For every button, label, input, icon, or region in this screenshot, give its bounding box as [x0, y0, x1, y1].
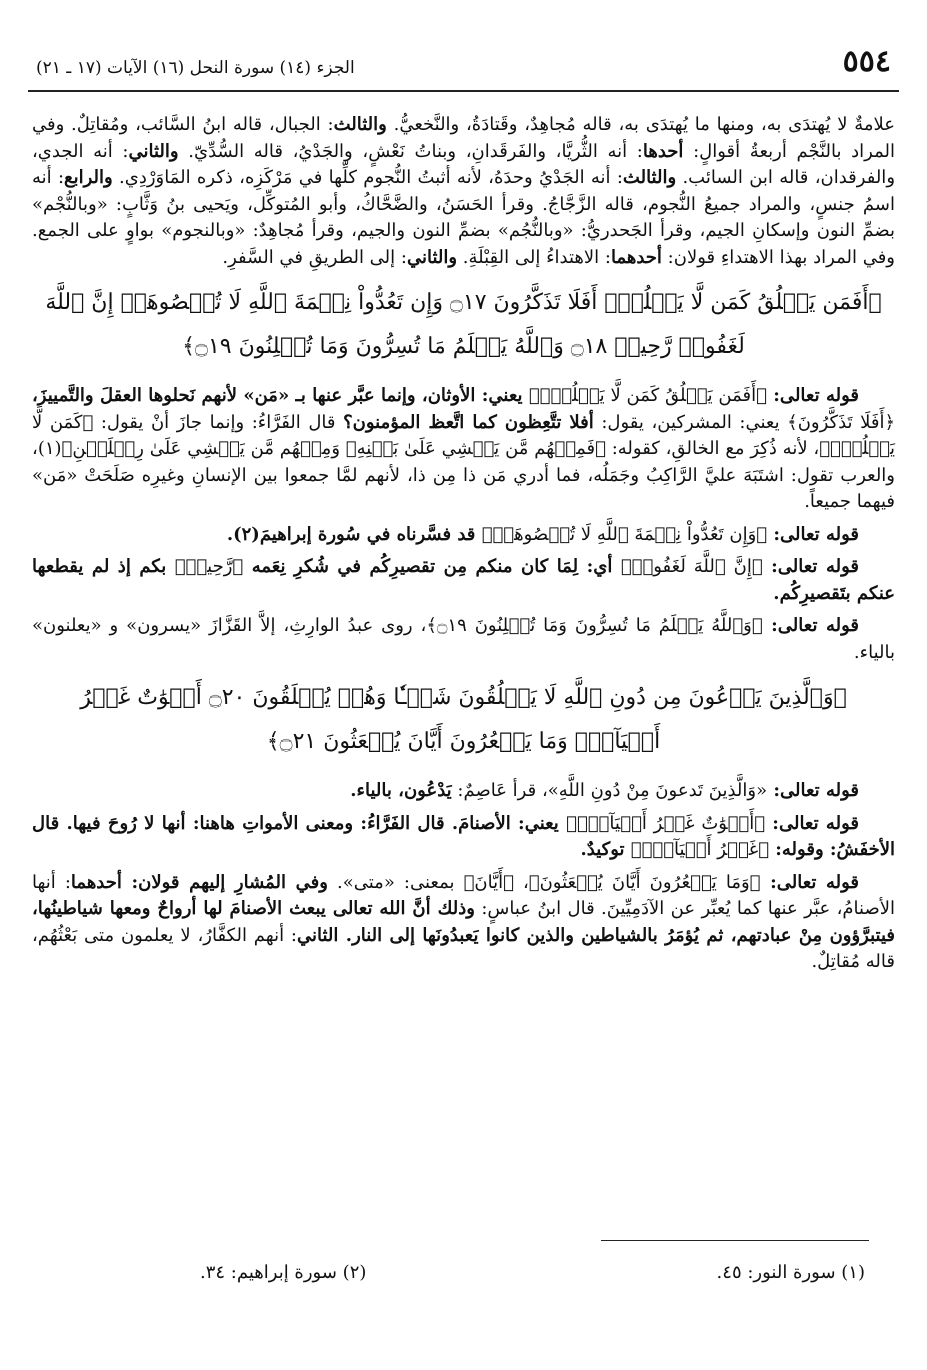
footnote-rule [601, 1240, 869, 1241]
text-segment: ﴿أَفَمَن يَخۡلُقُ كَمَن لَّا يَخۡلُقُۚ﴾ [528, 385, 767, 406]
bold-text-segment: وفي المُشارِ إليهم قولان: أحدهما [70, 871, 328, 893]
footnote-2: (٢) سورة إبراهيم: ٣٤. [200, 1262, 367, 1283]
text-segment: وَإِن تَعُدُّواْ نِعۡمَةَ ٱللَّهِ لَا تُحۡصُوهَآۗ إِنَّ ٱللَّهَ لَغَفُورٞ رَّحِيمٞ [45, 290, 745, 359]
text-segment: ﴿فَمِنۡهُم مَّن يَمۡشِي عَلَىٰ بَطۡنِهِۦ وَمِنۡهُم مَّن يَمۡشِي عَلَىٰ رِجۡلَيۡنِ﴾(١) [37, 438, 606, 459]
text-segment: ، روى عبدُ الوارِثِ، إلاَّ القَزَّازَ «يسرون» و «يعلنون» بالياء. [32, 615, 895, 663]
body-paragraph [32, 811, 895, 864]
text-segment: : أنه اسمُ جنسٍ، والمراد جميعُ النُّجوم، قاله الزَّجَّاجُ. وقرأ الحَسَنُ، والضَّحَّاكُ، وأبو المُتوكِّل، ويَحيى بنُ وَثَّابٍ: «وبالنُّجْم» بضمِّ النون وإسكانِ الجيم، وقرأ الجَحدريُّ: «وبالنُّجُم» بضمِّ النون والجيم، وقرأ مُجاهِدٌ: «وبالنجوم» بواوٍ على الجمع. وفي المراد بهذا الاهتداءِ قولان: [32, 167, 895, 268]
text-segment: قال الفَرَّاءُ: وإنما جازَ أنْ يقول: [93, 411, 344, 433]
bold-text-segment: قوله تعالى: [765, 812, 859, 834]
bold-text-segment: أحدها [642, 140, 684, 162]
text-segment: ﴿وَإِن تَعُدُّواْ نِعۡمَةَ ٱللَّهِ لَا تُحۡصُوهَآۗ﴾ [481, 523, 768, 545]
quran-verse-block [32, 676, 895, 764]
bold-text-segment: والثالث [622, 167, 677, 188]
body-paragraph [32, 870, 895, 976]
bold-text-segment: يعني: الأوثان، وإنما عبَّر عنها بـ «مَن» لأنهم نَحلوها العقلَ والتَّمييزَ، [32, 385, 529, 406]
body-paragraph [32, 778, 895, 805]
text-segment: : أنها الأصنامُ، عبَّر عنها كما يُعبِّر عن الآدَمِيِّينَ. قال ابنُ عباسٍ: [32, 871, 895, 919]
header-rule [28, 90, 899, 92]
text-segment: : الجبال، قاله ابنُ السَّائب، ومُقاتِلٌ. وفي المراد بالنَّجْم أربعةُ أقوالٍ: [32, 114, 895, 162]
text-segment: : إلى الطريقِ في السَّفرِ. [222, 246, 407, 268]
text-segment: ﴿وَٱلَّذِينَ يَدۡعُونَ مِن دُونِ ٱللَّهِ لَا يَخۡلُقُونَ شَيۡـٔٗا وَهُمۡ يُخۡلَقُونَ [245, 685, 847, 710]
text-segment: : الاهتداءُ إلى القِبْلَةِ. [457, 246, 611, 268]
text-segment: ﴿أَفَلَا تَذَكَّرُونَ﴾ [787, 411, 896, 433]
bold-text-segment: وذلك أنَّ الله تعالى يبعث الأصنامَ لها أرواحٌ ومعها شياطينُها، فيتبرَّؤون مِنْ عبادتهم، ثم يُؤمَرُ بالشياطين والذين كانوا يَعبدُونَها إلى النار. [32, 898, 896, 946]
bold-text-segment: قوله تعالى: [766, 385, 859, 406]
bold-text-segment: يعني: الأصنامَ. قال الفَرَّاءُ: [353, 812, 567, 834]
bold-text-segment: أي: لِمَا كان منكم مِن تقصيرِكُم في شُكرِ نِعَمه [243, 556, 621, 577]
footnotes [200, 1262, 865, 1283]
text-segment: : أنه الجَدْيُ وحدَهُ، لأنه أثبتُ النُّجوم كلِّها في مَرْكَزِه، ذكره المَاوَرْدِي. [112, 167, 623, 188]
text-segment: وَٱللَّهُ يَعۡلَمُ مَا تُسِرُّونَ وَمَا تُعۡلِنُونَ [231, 334, 571, 359]
text-segment: يعني: المشركين، يقول: [593, 411, 788, 433]
bold-text-segment: والثاني [128, 140, 179, 162]
bold-text-segment: قوله تعالى: [767, 523, 859, 545]
text-segment: ، والعرب تقول: اشتَبَهَ عليَّ الرَّاكِبُ وجَمَلُه، فما أدري مَن ذا مِن ذا، لأنهم لمَّا جمعوا بين الإنسانِ وغيرِه صَلَحَتْ «مَن» فيهما جميعاً. [32, 438, 895, 512]
text-segment: علامةٌ لا يُهتدَى به، ومنها ما يُهتدَى به، قاله مُجاهِدٌ، وقَتادَةُ، والنَّخعيُّ. [386, 114, 895, 135]
text-segment: ﴿وَٱللَّهُ يَعۡلَمُ مَا تُسِرُّونَ وَمَا تُعۡلِنُونَ ۝١٩﴾ [426, 615, 763, 636]
text-segment: ۝١٧ [450, 290, 487, 315]
bold-text-segment: والرابع [64, 167, 113, 188]
text-segment: ﴾ [182, 334, 196, 359]
bold-text-segment: قوله تعالى: [767, 780, 859, 801]
text-segment: ، قرأ عَاصِمٌ: [451, 780, 548, 801]
text-segment: أَمۡوَٰتٌ غَيۡرُ أَحۡيَآءٖۖ وَمَا يَشۡعُرُونَ أَيَّانَ يُبۡعَثُونَ [80, 685, 661, 754]
page-number: ٥٥٤ [842, 44, 891, 79]
text-segment: ﴾ [266, 729, 280, 754]
text-segment: ﴿أَمۡوَٰتٌ غَيۡرُ أَحۡيَآءٖۖ﴾ [566, 812, 765, 834]
body-paragraph [32, 613, 895, 666]
bold-text-segment: قد فسَّرناه في سُورة إبراهيمَ(٢). [226, 523, 482, 545]
text-segment: ۝١٨ [570, 334, 608, 359]
bold-text-segment: والثاني [406, 246, 458, 268]
bold-text-segment: بكم إذ لم يقطعها عنكم بتَقصيرِكُم. [32, 556, 895, 604]
page-header [28, 40, 899, 90]
text-segment: ﴿رَّحِيمٞ﴾ [174, 556, 244, 577]
text-segment: ﴿أَيَّانَ﴾ [463, 871, 514, 893]
text-segment: «وَالَّذِينَ تَدعونَ مِنْ دُونِ اللَّهِ» [547, 780, 768, 801]
bold-text-segment: قوله تعالى: [760, 871, 860, 893]
text-segment: ﴿كَمَن لَّا يَخۡلُقُۚ﴾ [32, 411, 895, 459]
body-paragraph [32, 522, 895, 549]
text-segment: بمعنى: «متى». [327, 871, 464, 893]
text-segment: ﴿وَمَا يَشۡعُرُونَ أَيَّانَ يُبۡعَثُونَ﴾ [528, 871, 761, 893]
bold-text-segment: أحدهما [610, 246, 662, 268]
text-segment: ۝٢١ [279, 729, 317, 754]
bold-text-segment: ومعنى الأمواتِ هاهنا: أنها لا رُوحَ فيها. قال الأخفَشُ: وقوله: [32, 812, 895, 860]
text-segment: : أنه الثُّريَّا، والفَرقَدانِ، وبناتُ نَعْشٍ، والجَدْيُ، قاله السُّدِّيّ. [178, 140, 643, 162]
body-paragraph [32, 383, 895, 516]
text-segment: ﴿أَفَمَن يَخۡلُقُ كَمَن لَّا يَخۡلُقُۚ أَفَلَا تَذَكَّرُونَ [486, 290, 882, 315]
bold-text-segment: قوله تعالى: [762, 615, 859, 636]
bold-text-segment: يَدْعُون، بالياء. [350, 780, 452, 801]
text-segment: ۝١٩ [195, 334, 232, 359]
footnote-1: (١) سورة النور: ٤٥. [716, 1262, 865, 1283]
bold-text-segment: توكيدٌ. [580, 839, 631, 860]
text-segment: ، لأنه ذُكِرَ مع الخالقِ، كقوله: [605, 438, 820, 459]
quran-verse-block [32, 281, 895, 369]
bold-text-segment: والثالث [333, 114, 387, 135]
text-segment: : أنهم الكفَّارُ، لا يعلمون متى بَعْثُهُم، قاله مُقاتِلٌ. [32, 924, 895, 972]
bold-text-segment: الثاني [297, 924, 339, 946]
text-segment: : أنه الجدي، والفرقدان، قاله ابن السائب. [32, 140, 896, 188]
body-paragraph [32, 112, 895, 271]
text-segment: ۝٢٠ [208, 685, 246, 710]
page-body [32, 112, 895, 1290]
body-paragraph [32, 554, 895, 607]
bold-text-segment: قوله تعالى: [762, 556, 859, 577]
text-segment: ، [513, 871, 529, 893]
running-head: الجزء (١٤) سورة النحل (١٦) الآيات (١٧ ـ ٢١) [36, 58, 355, 78]
text-segment: ﴿إِنَّ ٱللَّهَ لَغَفُورٞ﴾ [620, 556, 763, 577]
bold-text-segment: أفلا تتَّعِظون كما اتَّعظ المؤمنون؟ [343, 411, 594, 433]
text-segment: ﴿غَيۡرُ أَحۡيَآءٖۖ﴾ [630, 839, 769, 860]
